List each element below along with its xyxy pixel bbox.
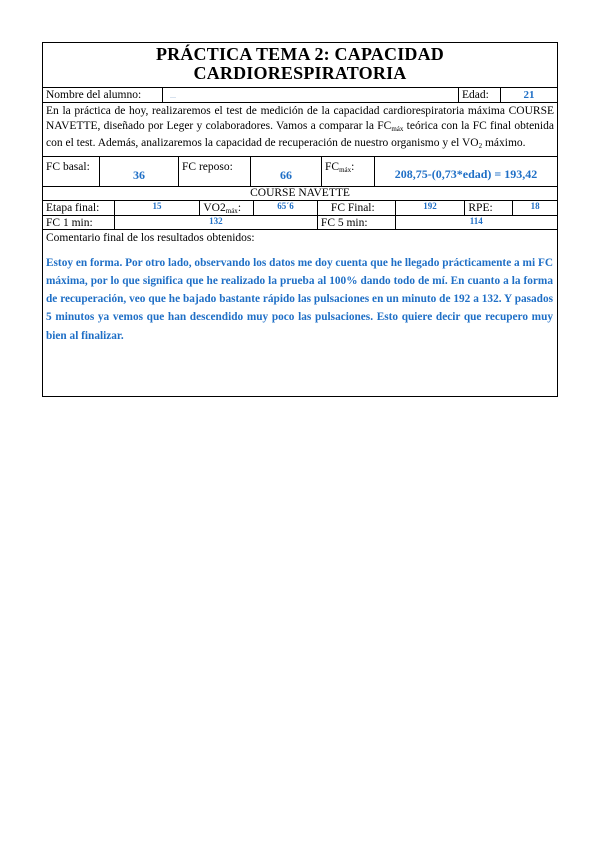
- name-field[interactable]: [162, 88, 458, 102]
- stage-label: Etapa final:: [46, 201, 100, 214]
- intro-text-2: teórica con la FC final obtenida con el test. Además, analizaremos la capacidad de recuperación de nuestro organismo y el VO: [46, 119, 554, 149]
- fc-reposo-label: FC reposo:: [178, 157, 250, 186]
- age-label: Edad:: [458, 88, 500, 102]
- student-row: [43, 87, 557, 102]
- intro-row: [43, 102, 557, 156]
- heart-rate-row: [43, 156, 557, 186]
- stage-value[interactable]: 15: [114, 201, 200, 215]
- name-label: Nombre del alumno:: [46, 89, 142, 101]
- fc-max-value[interactable]: 208,75-(0,73*edad) = 193,42: [374, 157, 557, 186]
- intro-sub-2: 2: [478, 142, 483, 150]
- name-value: ...: [170, 91, 176, 100]
- fc-basal-label: FC basal:: [46, 160, 90, 173]
- vo2-label-sub: máx: [225, 206, 238, 215]
- course-header-row: [43, 186, 557, 200]
- vo2-label: [199, 201, 253, 215]
- fc-final-value[interactable]: 192: [395, 201, 465, 215]
- title-line-1: PRÁCTICA TEMA 2: CAPACIDAD: [155, 44, 445, 64]
- page-title: [43, 43, 557, 87]
- fc-reposo-value[interactable]: 66: [250, 157, 321, 186]
- vo2-label-main: VO2: [203, 201, 226, 214]
- fc-max-label-sub: máx: [339, 165, 352, 174]
- comment-row: [43, 229, 557, 396]
- age-value[interactable]: 21: [500, 88, 557, 102]
- course-results-row: [43, 200, 557, 215]
- fc5-value[interactable]: 114: [395, 216, 557, 229]
- fc-final-label: FC Final:: [317, 201, 395, 215]
- worksheet: [42, 42, 558, 397]
- rpe-value[interactable]: 18: [512, 201, 557, 215]
- fc5-label: FC 5 min:: [317, 216, 395, 229]
- title-line-2: CARDIORESPIRATORIA: [193, 63, 407, 83]
- fc-max-label-end: :: [351, 160, 355, 173]
- rpe-label: RPE:: [464, 201, 512, 215]
- title-row: [43, 43, 557, 87]
- fc-max-label: [321, 157, 374, 186]
- fc1-label: FC 1 min:: [46, 216, 93, 229]
- comment-label: Comentario final de los resultados obtenidos:: [46, 231, 255, 244]
- comment-box[interactable]: [43, 230, 557, 396]
- intro-text-1: En la práctica de hoy, realizaremos el test de medición de la capacidad cardiorespiratoria máxima COURSE NAVETTE, diseñado por Leger y colaboradores. Vamos a comparar la FC: [46, 105, 554, 132]
- vo2-label-end: :: [237, 201, 242, 214]
- comment-text: Estoy en forma. Por otro lado, observando los datos me doy cuenta que he llegado prácticamente a mi FC máxima, por lo que significa que he realizado la prueba al 100% dando todo de mí. En cuanto a la forma de recuperación, veo que he bajado bastante rápido las pulsaciones en un minuto de 192 a 132. Y pasados 5 minutos ya vemos que han descendido muy poco las pulsaciones. Esto quiere decir que recupero muy bien al finalizar.: [46, 256, 553, 342]
- fc-basal-value[interactable]: 36: [99, 157, 178, 186]
- intro-text-3: máximo.: [482, 137, 526, 149]
- fc1-value[interactable]: 132: [114, 216, 317, 229]
- intro-sub-max: máx: [391, 124, 404, 133]
- fc-max-label-main: FC: [325, 160, 340, 173]
- intro-paragraph: [43, 103, 557, 156]
- course-section-title: COURSE NAVETTE: [250, 186, 350, 199]
- recovery-row: [43, 215, 557, 229]
- vo2-value[interactable]: 65´6: [253, 201, 317, 215]
